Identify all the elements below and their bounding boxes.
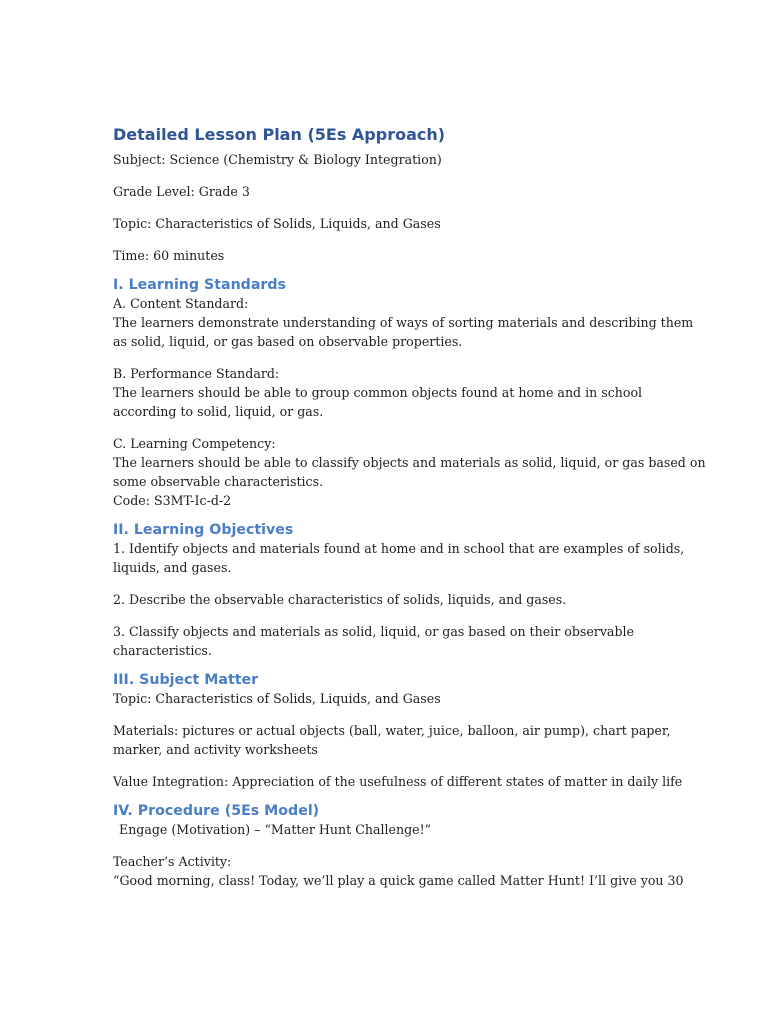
objective-2: 2. Describe the observable characteristics of solids, liquids, and gases. [113,592,567,607]
text-line: according to solid, liquid, or gas. [113,404,324,419]
learning-competency-label: C. Learning Competency: [113,436,276,451]
subject-matter-materials [113,721,673,759]
teacher-activity-label: Teacher’s Activity: [113,854,232,869]
section-heading-learning-objectives: II. Learning Objectives [113,522,294,538]
performance-standard-label: B. Performance Standard: [113,366,280,381]
subject-line: Subject: Science (Chemistry & Biology Integration) [113,152,442,167]
text-line: The learners should be able to group common objects found at home and in school [113,385,643,400]
section-heading-subject-matter: III. Subject Matter [113,672,259,688]
objective-3 [113,622,673,660]
objective-1 [113,539,685,577]
document-title: Detailed Lesson Plan (5Es Approach) [113,125,446,144]
text-line: characteristics. [113,643,212,658]
document-page [113,124,706,890]
performance-standard-text [113,383,673,421]
content-standard-label: A. Content Standard: [113,296,249,311]
text-line: liquids, and gases. [113,560,232,575]
section-heading-procedure: IV. Procedure (5Es Model) [113,803,320,819]
engage-line: Engage (Motivation) – “Matter Hunt Challenge!” [119,822,432,837]
teacher-activity-text: “Good morning, class! Today, we’ll play a quick game called Matter Hunt! I’ll give you 30 [113,873,684,888]
text-line: 1. Identify objects and materials found at home and in school that are examples of solids, [113,541,685,556]
text-line: some observable characteristics. [113,474,324,489]
subject-matter-topic: Topic: Characteristics of Solids, Liquids, and Gases [113,691,441,706]
competency-code: Code: S3MT-Ic-d-2 [113,493,232,508]
learning-competency-text [113,453,706,491]
grade-level-line: Grade Level: Grade 3 [113,184,250,199]
text-line: 3. Classify objects and materials as solid, liquid, or gas based on their observable [113,624,634,639]
text-line: marker, and activity worksheets [113,742,318,757]
text-line: The learners should be able to classify objects and materials as solid, liquid, or gas based on [113,455,706,470]
text-line: The learners demonstrate understanding of ways of sorting materials and describing them [113,315,694,330]
value-integration: Value Integration: Appreciation of the usefulness of different states of matter in daily life [113,774,683,789]
time-line: Time: 60 minutes [113,248,225,263]
content-standard-text [113,313,694,351]
section-heading-learning-standards: I. Learning Standards [113,277,287,293]
topic-line: Topic: Characteristics of Solids, Liquids, and Gases [113,216,441,231]
text-line: Materials: pictures or actual objects (ball, water, juice, balloon, air pump), chart paper, [113,723,671,738]
text-line: as solid, liquid, or gas based on observable properties. [113,334,463,349]
